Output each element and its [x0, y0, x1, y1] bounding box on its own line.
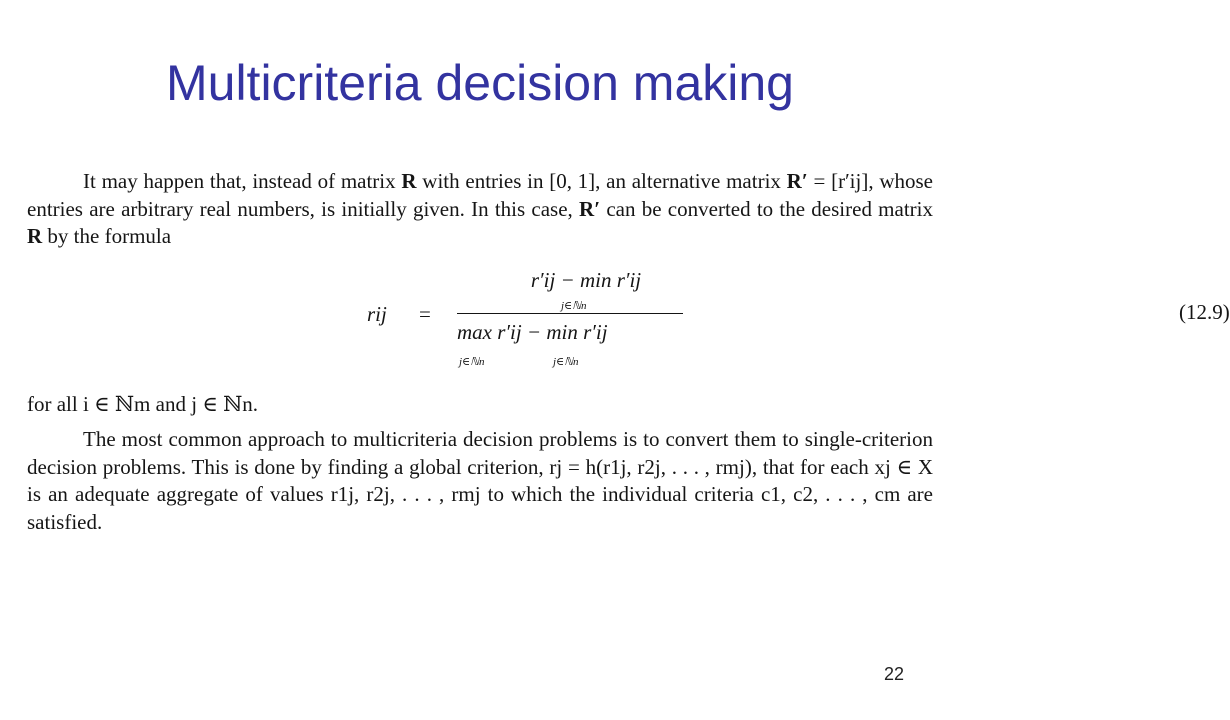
- numerator-min-limit: j∈ℕn: [561, 299, 587, 312]
- denominator-max-limit: j∈ℕn: [459, 355, 485, 368]
- paragraph-common-approach: The most common approach to multicriteria decision problems is to convert them to single-criterion decision problems. This is done by finding a global criterion, rj = h(r1j, r2j, . . . , rmj), that for each xj ∈ X is an adequate aggregate of values r1j, r2j, . . . , rmj to which the individual criteria c1, c2, . . . , cm are satisfied.: [27, 427, 933, 534]
- paragraph-for-all: for all i ∈ ℕm and j ∈ ℕn.: [27, 391, 259, 416]
- scanned-text-block: [27, 168, 1230, 548]
- equation-denominator: max r′ij − min r′ij: [457, 319, 608, 344]
- paragraph-matrix-conversion: [27, 168, 933, 251]
- slide-title: Multicriteria decision making: [165, 55, 794, 111]
- equation-lhs: rij: [367, 301, 387, 326]
- denominator-min-limit: j∈ℕn: [553, 355, 579, 368]
- equation-12-9: [27, 261, 1230, 379]
- matrix-r-prime-symbol: R′: [786, 169, 808, 193]
- p1-text-d: can be converted to the desired matrix: [600, 196, 934, 221]
- matrix-r-symbol-2: R: [27, 224, 43, 248]
- p1-text-a: It may happen that, instead of matrix: [83, 169, 402, 193]
- equation-numerator: r′ij − min r′ij: [530, 267, 642, 292]
- normalization-formula: [367, 261, 1230, 379]
- equation-number: (12.9): [1179, 299, 1230, 324]
- fraction-bar: [457, 313, 683, 315]
- p1-text-c: = [r′ij], whose entries are arbitrary real numbers, is initially given. In this case,: [27, 169, 933, 221]
- matrix-r-symbol: R: [401, 169, 417, 193]
- p1-text-e: by the formula: [42, 224, 172, 248]
- p1-text-b: with entries in [0, 1], an alternative matrix: [416, 169, 787, 193]
- page-number: 22: [883, 664, 904, 684]
- equation-equals-sign: =: [419, 301, 431, 326]
- matrix-r-prime-symbol-2: R′: [579, 196, 601, 221]
